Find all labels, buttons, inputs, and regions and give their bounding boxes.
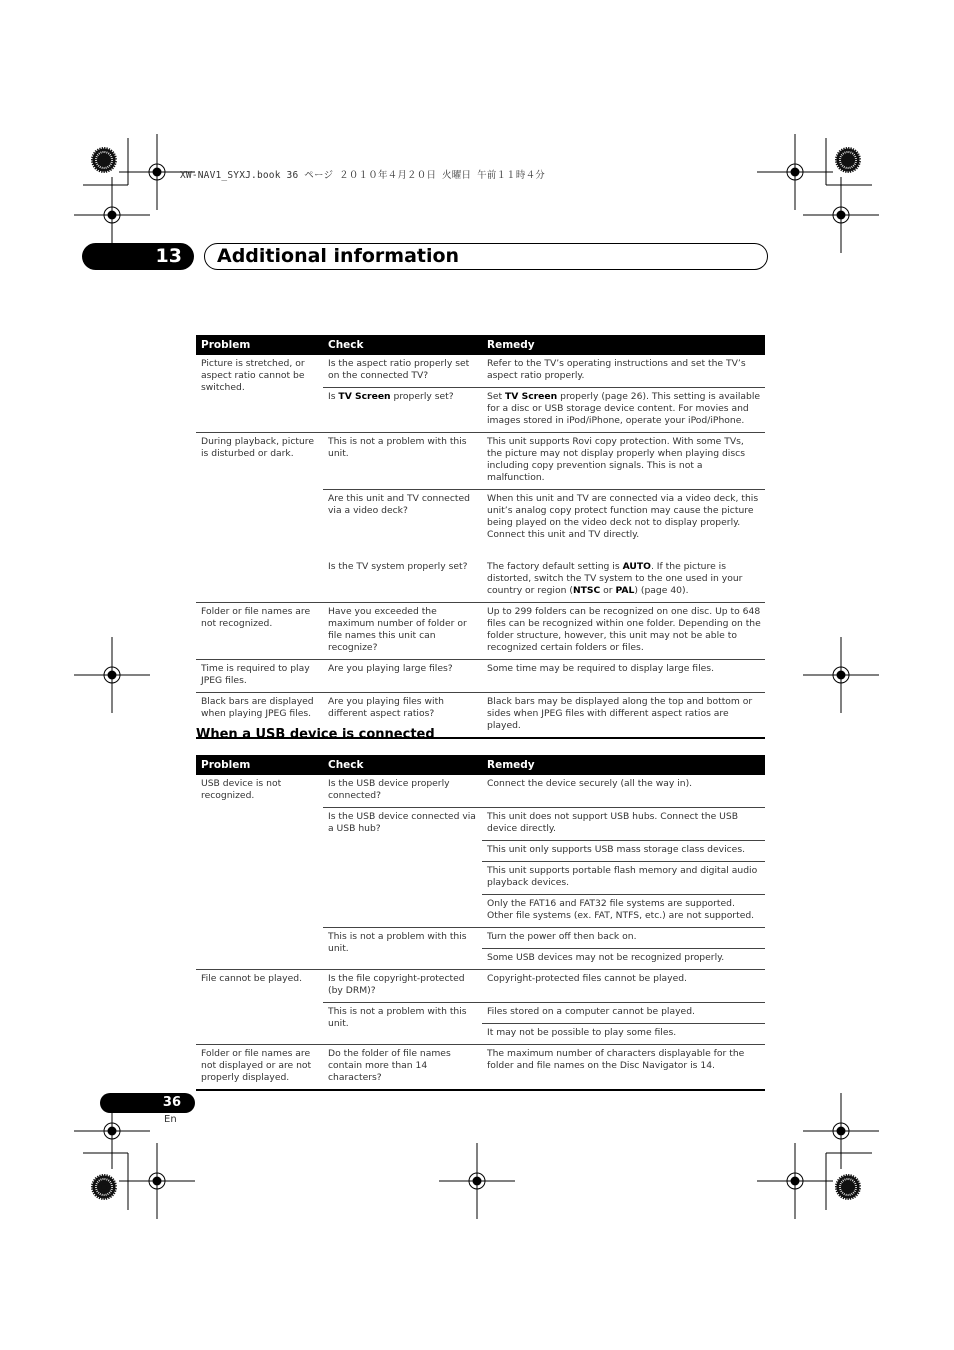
remedy-cell: Set TV Screen properly (page 26). This setting is available for a disc or USB storage device content. For movies and images stored in iPod/iPhone, operate your iPod/iPhone. [482,388,765,433]
column-header-check: Check [323,755,482,775]
problem-cell: Folder or file names are not displayed or are not properly displayed. [196,1045,323,1091]
check-cell: Is TV Screen properly set? [323,388,482,433]
table-row [196,970,765,1003]
table-row [196,433,765,490]
page-number-badge: 36 [100,1093,195,1113]
remedy-cell: This unit supports Rovi copy protection. With some TVs, the picture may not display properly when playing discs including copy prevention signals. This is not a malfunction. [482,433,765,490]
check-cell: Is the USB device connected via a USB hub? [323,808,482,928]
chapter-number-badge: 13 [82,243,194,270]
remedy-cell: It may not be possible to play some files. [482,1024,765,1045]
remedy-cell: Some time may be required to display large files. [482,659,765,692]
troubleshooting-table-picture [196,335,765,739]
print-header-line: XW-NAV1_SYXJ.book 36 ページ ２０１０年４月２０日 火曜日 午前１１時４分 [180,170,545,181]
problem-cell: Folder or file names are not recognized. [196,602,323,659]
remedy-cell: Only the FAT16 and FAT32 file systems are supported. Other file systems (ex. FAT, NTFS, etc.) are not supported. [482,895,765,928]
check-cell: This is not a problem with this unit. [323,928,482,970]
problem-cell: Picture is stretched, or aspect ratio cannot be switched. [201,358,305,393]
problem-cell: File cannot be played. [196,970,323,1045]
remedy-cell: Black bars may be displayed along the top and bottom or sides when JPEG files with different aspect ratios are played. [482,692,765,738]
column-header-remedy: Remedy [482,755,765,775]
troubleshooting-table-usb [196,755,765,1091]
remedy-cell: The maximum number of characters displayable for the folder and file names on the Disc Navigator is 14. [482,1045,765,1091]
remedy-cell: This unit supports portable flash memory and digital audio playback devices. [482,862,765,895]
remedy-cell: Turn the power off then back on. [482,928,765,949]
check-cell: This is not a problem with this unit. [323,1003,482,1045]
column-header-remedy: Remedy [482,335,765,355]
problem-cell: USB device is not recognized. [201,778,282,801]
remedy-cell: When this unit and TV are connected via a video deck, this unit’s analog copy protect function may cause the picture being played on the video deck not to display properly. Connect this unit and TV directly. [482,490,765,558]
check-cell: Is the TV system properly set? [328,560,468,572]
remedy-cell: Copyright-protected files cannot be played. [482,970,765,1003]
problem-cell: Black bars are displayed when playing JPEG files. [196,692,323,738]
remedy-cell: The factory default setting is AUTO. If the picture is distorted, switch the TV system to the one used in your country or region (NTSC or PAL) (page 40). [487,560,743,596]
table-row [196,775,765,808]
column-header-check: Check [323,335,482,355]
remedy-cell: Refer to the TV’s operating instructions and set the TV’s aspect ratio properly. [487,358,746,381]
check-cell: Are you playing large files? [323,659,482,692]
check-cell: Are you playing files with different aspect ratios? [323,692,482,738]
table-header-row [196,335,765,355]
check-cell: Do the folder of file names contain more than 14 characters? [323,1045,482,1091]
remedy-cell: Some USB devices may not be recognized properly. [482,949,765,970]
problem-cell: Time is required to play JPEG files. [196,659,323,692]
column-header-problem: Problem [196,335,323,355]
check-cell: Is the USB device properly connected? [328,778,450,801]
table-row [196,355,765,388]
column-header-problem: Problem [196,755,323,775]
remedy-cell: This unit only supports USB mass storage class devices. [482,841,765,862]
check-cell: Is the aspect ratio properly set on the connected TV? [328,358,470,381]
chapter-title: Additional information [204,243,768,270]
check-cell: Have you exceeded the maximum number of folder or file names this unit can recognize? [323,602,482,659]
table-header-row [196,755,765,775]
remedy-cell: Connect the device securely (all the way in). [487,778,693,789]
table-row [196,1045,765,1091]
check-cell: Is the file copyright-protected (by DRM)? [323,970,482,1003]
remedy-cell: This unit does not support USB hubs. Connect the USB device directly. [482,808,765,841]
table-row [196,602,765,659]
section-heading-usb: When a USB device is connected [196,727,435,742]
check-cell: This is not a problem with this unit. [323,433,482,490]
remedy-cell: Files stored on a computer cannot be played. [482,1003,765,1024]
remedy-cell: Up to 299 folders can be recognized on one disc. Up to 648 files can be recognized within one folder. Depending on the folder structure, however, this unit may not be able to recognized certain folders or files. [482,602,765,659]
page-language-label: En [164,1114,177,1125]
check-cell: Are this unit and TV connected via a video deck? [323,490,482,558]
problem-cell: During playback, picture is disturbed or dark. [196,433,323,603]
table-row [196,659,765,692]
